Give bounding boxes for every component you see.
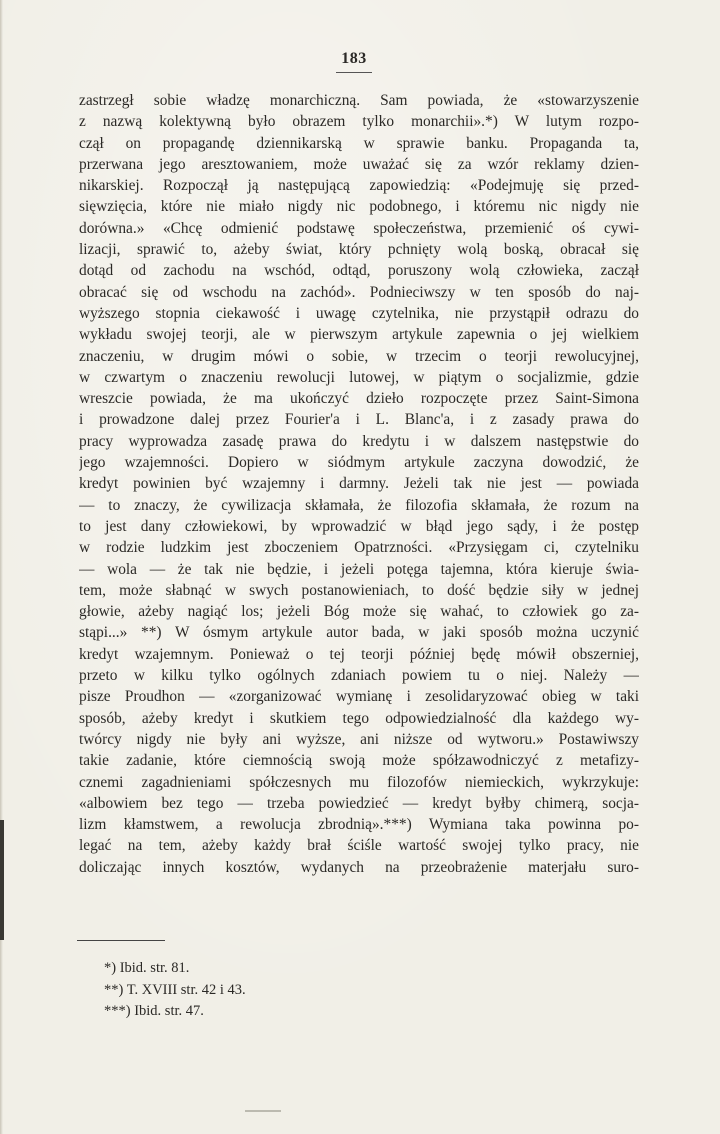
page-number-underline	[336, 72, 372, 73]
text-line: «albowiem bez tego — trzeba powiedzieć — kredyt byłby chimerą, socja-	[79, 794, 639, 812]
body-text	[79, 90, 639, 878]
text-line: lizm kłamstwem, a rewolucja zbrodnią».***) Wymiana taka powinna po-	[79, 816, 639, 834]
text-line: wykładu swojej teorji, ale w pierwszym artykule zapewnia o jej wielkiem	[79, 326, 639, 344]
text-line: cznemi zagadnieniami spółczesnych mu filozofów niemieckich, wykrzykuje:	[79, 773, 639, 791]
footnotes	[104, 958, 424, 1023]
text-line: kredyt wzajemnym. Ponieważ o tej teorji później będę mówił obszerniej,	[79, 645, 639, 663]
binding-edge	[0, 0, 3, 1134]
text-line: zastrzegł sobie władzę monarchiczną. Sam powiada, że «stowarzyszenie	[79, 92, 639, 109]
text-line: kredyt powinien być wzajemny i darmny. Jeżeli tak nie jest — powiada	[79, 475, 639, 493]
text-line: legać na tem, ażeby każdy brał ściśle wartość swojej tylko pracy, nie	[79, 837, 639, 855]
page-number: 183	[341, 50, 367, 67]
text-line: sposób, ażeby kredyt i skutkiem tego odpowiedzialność dla każdego wy-	[79, 709, 639, 727]
text-line: przeto w kilku tylko ogólnych zdaniach powiem tu o niej. Należy —	[79, 667, 639, 685]
footnote: **) T. XVIII str. 42 i 43.	[104, 981, 246, 998]
text-line: znaczeniu, w drugim mówi o sobie, w trzecim o teorji rewolucyjnej,	[79, 347, 639, 365]
text-line: głowie, ażeby nagiąć los; jeżeli Bóg może się wahać, to człowiek go za-	[79, 603, 639, 621]
text-line: z nazwą kolektywną było obrazem tylko monarchii».*) W lutym rozpo-	[79, 113, 639, 131]
text-line: lizacji, sprawić to, ażeby świat, który pchnięty wolą boską, obracał się	[79, 241, 639, 259]
text-line: jego wzajemności. Dopiero w siódmym artykule zaczyna dowodzić, że	[79, 454, 639, 472]
text-line: — wola — że tak nie będzie, i jeżeli potęga tajemna, która kieruje świa-	[79, 560, 639, 578]
text-line: obracać się od wschodu na zachód». Podnieciwszy w ten sposób do naj-	[79, 283, 639, 301]
text-line: dorówna.» «Chcę odmienić podstawę społeczeństwa, przemienić oś cywi-	[79, 219, 639, 237]
text-line: stąpi...» **) W ósmym artykule autor bada, w jaki sposób można uczynić	[79, 624, 639, 642]
footnote: ***) Ibid. str. 47.	[104, 1003, 204, 1019]
text-line: wreszcie powiada, że ma ukończyć dzieło rozpoczęte przez Saint-Simona	[79, 390, 639, 408]
text-line: to jest dany człowiekowi, by wprowadzić w błąd jego sądy, i że postęp	[79, 517, 639, 535]
text-line: w rodzie ludzkim jest zboczeniem Opatrzności. «Przysięgam ci, czytelniku	[79, 539, 639, 557]
text-line: doliczając innych kosztów, wydanych na przeobrażenie materjału suro-	[79, 858, 639, 876]
text-line: twórcy nigdy nie były ani wyższe, ani niższe od wytworu.» Postawiwszy	[79, 730, 639, 748]
text-line: wyższego stopnia ciekawość i uwagę czytelnika, nie przystąpił odrazu do	[79, 304, 639, 322]
footnote-rule	[77, 940, 165, 941]
page-smudge	[245, 1110, 281, 1112]
text-line: przerwana jego aresztowaniem, może uważać się za wzór reklamy dzien-	[79, 155, 639, 173]
text-line: nikarskiej. Rozpoczął ją następującą zapowiedzią: «Podejmuję się przed-	[79, 177, 639, 195]
footnote: *) Ibid. str. 81.	[104, 960, 190, 976]
text-line: czął on propagandę dziennikarską w sprawie banku. Propaganda ta,	[79, 134, 639, 152]
text-line: pracy wyprowadza zasadę prawa do kredytu i w dalszem następstwie do	[79, 432, 639, 450]
text-line: takie zadanie, które ciemnością swoją może spółzawodniczyć z metafizy-	[79, 752, 639, 770]
binding-mark	[0, 820, 4, 940]
text-line: i prowadzone dalej przez Fourier'a i L. Blanc'a, i z zasady prawa do	[79, 411, 639, 429]
text-line: — to znaczy, że cywilizacja skłamała, że filozofia skłamała, że rozum na	[79, 496, 639, 514]
text-line: sięwzięcia, które nie miało nigdy nic podobnego, i któremu nic nigdy nie	[79, 198, 639, 216]
text-line: pisze Proudhon — «zorganizować wymianę i zesolidaryzować obieg w taki	[79, 688, 639, 706]
text-line: tem, może słabnąć w swych postanowieniach, to dość będzie siły w jednej	[79, 581, 639, 599]
text-line: dotąd od zachodu na wschód, odtąd, poruszony wolą człowieka, zaczął	[79, 262, 639, 280]
text-line: w czwartym o znaczeniu rewolucji lutowej, w piątym o socjalizmie, gdzie	[79, 368, 639, 386]
